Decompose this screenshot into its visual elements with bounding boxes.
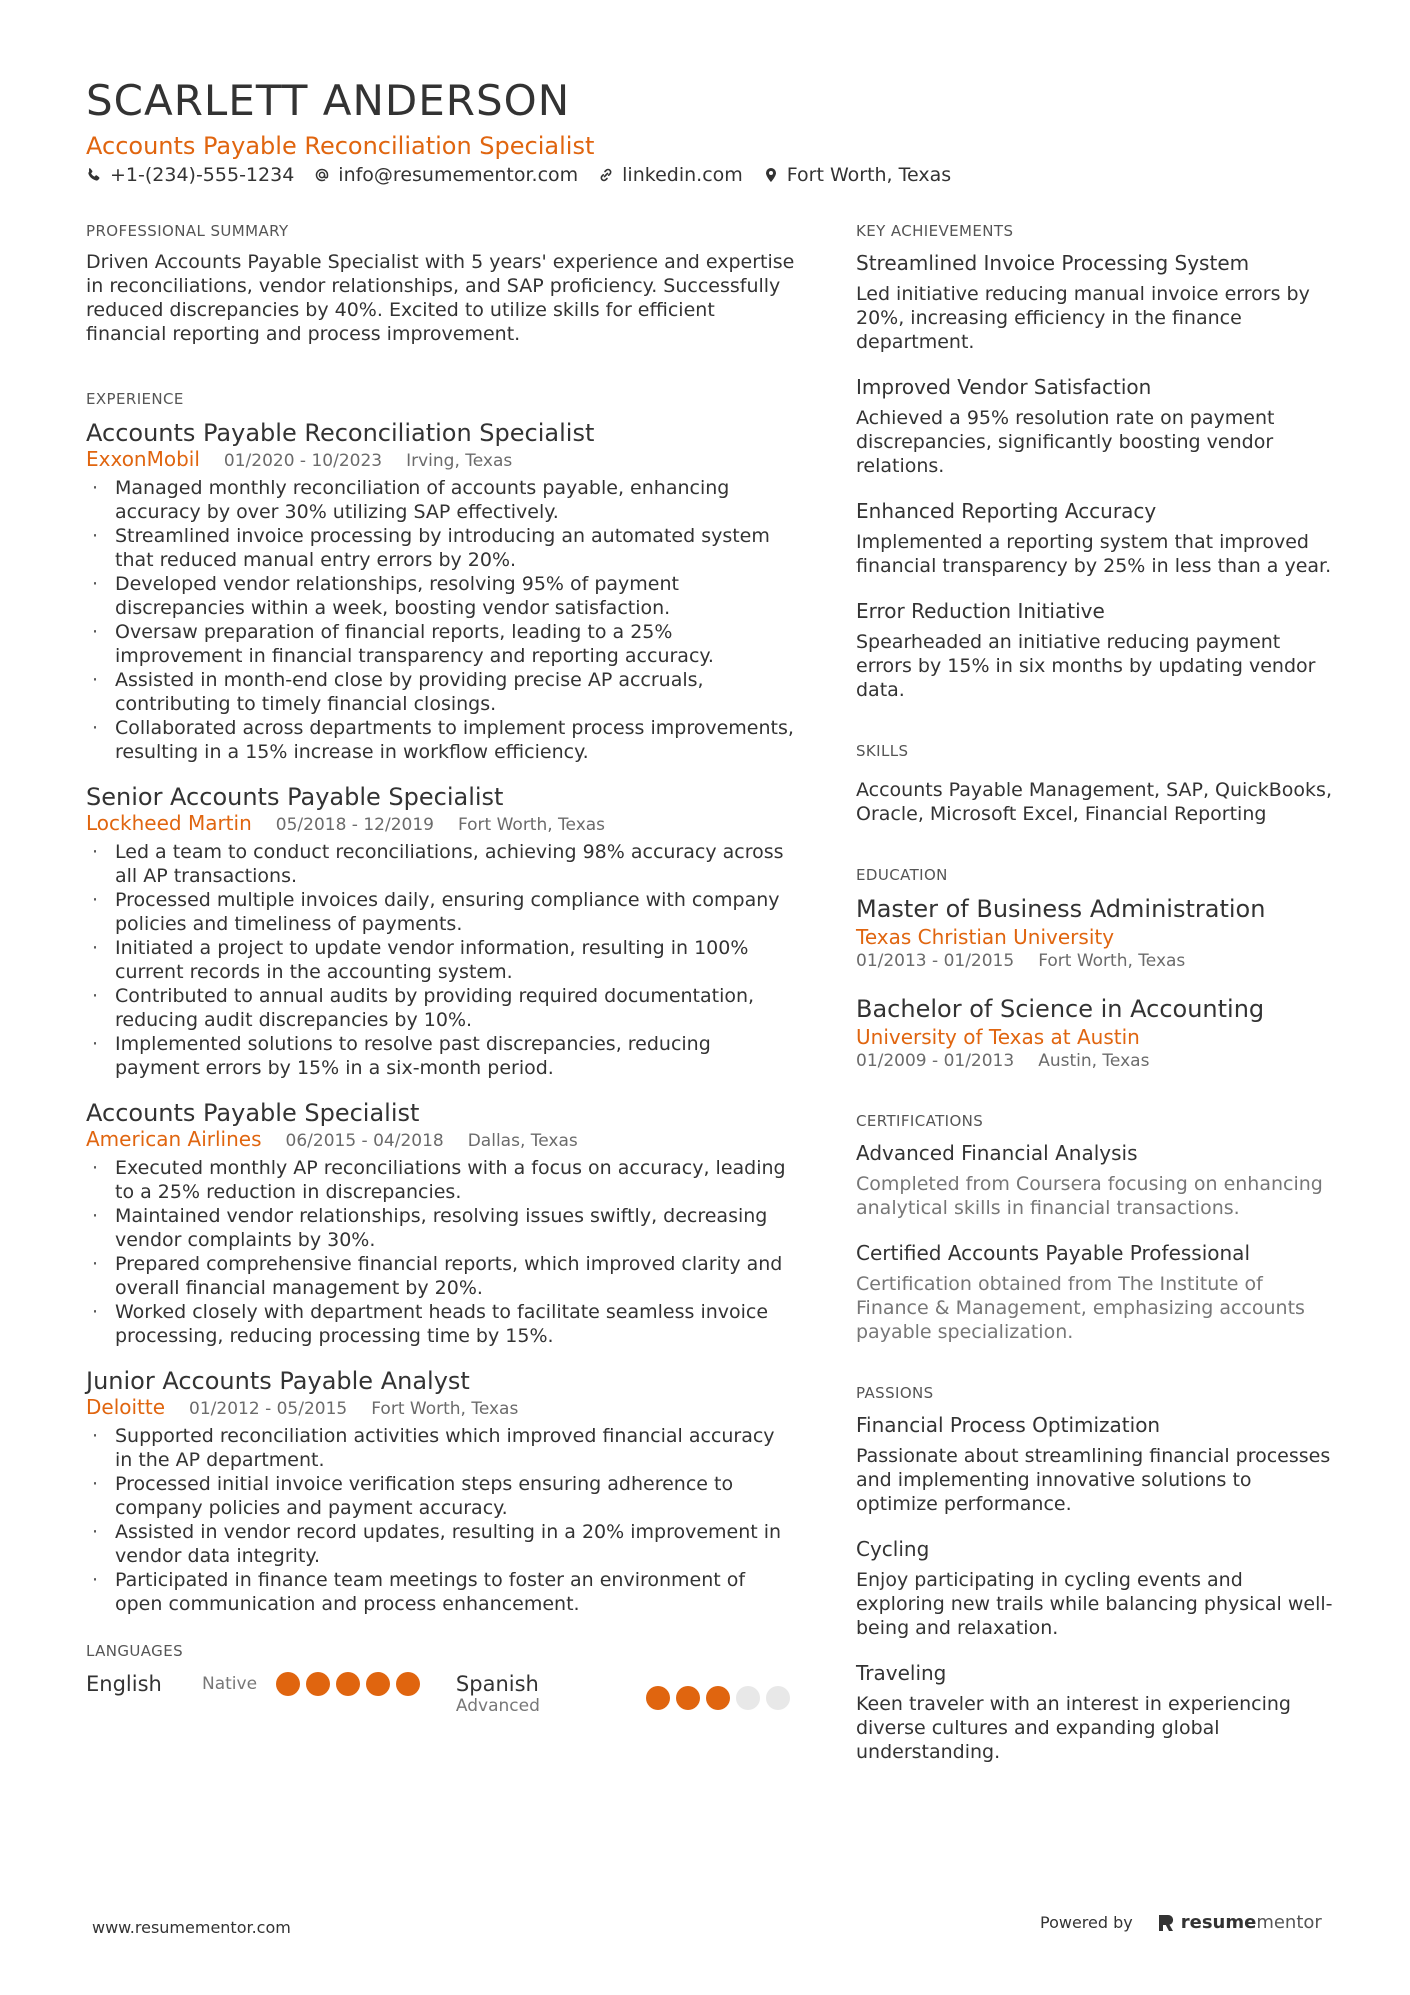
job-location: Irving, Texas	[406, 451, 513, 471]
passions-list	[856, 1412, 1336, 1764]
certification-desc: Completed from Coursera focusing on enhancing analytical skills in financial transactions.	[856, 1173, 1323, 1219]
achievement-title: Improved Vendor Satisfaction	[856, 375, 1152, 399]
rating-dot-filled	[676, 1686, 700, 1710]
education-degree: Master of Business Administration	[856, 895, 1266, 923]
achievement-item	[856, 374, 1336, 478]
job-entry	[86, 1098, 796, 1348]
job-bullets	[86, 1156, 796, 1348]
left-column	[86, 222, 796, 1716]
bullet-item: · Oversaw preparation of financial reports, leading to a 25% improvement in financial transparency and reporting accuracy.	[86, 620, 796, 668]
education-meta	[856, 950, 1336, 972]
footer-website[interactable]: www.resumementor.com	[92, 1918, 291, 1937]
passion-desc: Enjoy participating in cycling events and exploring new trails while balancing physical well-being and relaxation.	[856, 1569, 1333, 1639]
job-company: American Airlines	[86, 1127, 262, 1151]
passion-item	[856, 1660, 1336, 1764]
education-meta	[856, 1050, 1336, 1072]
language-level: Advanced	[455, 1696, 540, 1716]
job-dates: 06/2015 - 04/2018	[285, 1131, 444, 1151]
passion-desc: Keen traveler with an interest in experiencing diverse cultures and expanding global understanding.	[856, 1693, 1291, 1763]
language-item	[456, 1672, 796, 1716]
bullet-item: · Contributed to annual audits by providing required documentation, reducing audit discrepancies by 10%.	[86, 984, 796, 1032]
bullet-item: · Led a team to conduct reconciliations, achieving 98% accuracy across all AP transactions.	[86, 840, 796, 888]
job-bullets	[86, 840, 796, 1080]
language-rating	[646, 1686, 790, 1710]
certification-title: Certified Accounts Payable Professional	[856, 1241, 1250, 1265]
bullet-item: · Collaborated across departments to implement process improvements, resulting in a 15% increase in workflow efficiency.	[86, 716, 796, 764]
candidate-name: SCARLETT ANDERSON	[86, 76, 571, 125]
bullet-item: · Maintained vendor relationships, resolving issues swiftly, decreasing vendor complaints by 30%.	[86, 1204, 796, 1252]
language-name: English	[86, 1672, 162, 1696]
passion-desc: Passionate about streamlining financial processes and implementing innovative solutions to optimize performance.	[856, 1445, 1331, 1515]
bullet-item: · Participated in finance team meetings to foster an environment of open communication and process enhancement.	[86, 1568, 796, 1616]
certification-item	[856, 1240, 1336, 1344]
passion-title: Cycling	[856, 1537, 930, 1561]
contact-bar	[86, 164, 951, 186]
bullet-item: · Supported reconciliation activities which improved financial accuracy in the AP department.	[86, 1424, 796, 1472]
link-icon	[598, 167, 614, 183]
education-dates: 01/2013 - 01/2015	[856, 951, 1015, 971]
experience-heading: EXPERIENCE	[86, 390, 184, 408]
summary-text: Driven Accounts Payable Specialist with 5 years' experience and expertise in reconciliations, vendor relationships, and SAP proficiency. Successfully reduced discrepancies by 40%. Excited to utilize skills for efficient financial reporting and process improvement.	[86, 251, 795, 345]
achievement-title: Streamlined Invoice Processing System	[856, 251, 1250, 275]
footer-powered	[1040, 1912, 1322, 1933]
education-location: Fort Worth, Texas	[1038, 951, 1186, 971]
passion-item	[856, 1536, 1336, 1640]
certifications-section	[856, 1112, 1336, 1344]
job-company: ExxonMobil	[86, 447, 200, 471]
education-dates: 01/2009 - 01/2013	[856, 1051, 1015, 1071]
certification-item	[856, 1140, 1336, 1220]
rating-dot-filled	[646, 1686, 670, 1710]
bullet-item: · Developed vendor relationships, resolving 95% of payment discrepancies within a week, boosting vendor satisfaction.	[86, 572, 796, 620]
education-section	[856, 866, 1336, 1072]
bullet-item: · Managed monthly reconciliation of accounts payable, enhancing accuracy by over 30% utilizing SAP effectively.	[86, 476, 796, 524]
job-dates: 05/2018 - 12/2019	[275, 815, 434, 835]
rating-dot-filled	[396, 1672, 420, 1696]
contact-email-text: info@resumementor.com	[338, 164, 579, 186]
job-company: Lockheed Martin	[86, 811, 252, 835]
passion-title: Traveling	[856, 1661, 947, 1685]
job-meta	[86, 1128, 796, 1152]
job-meta	[86, 812, 796, 836]
education-item	[856, 894, 1336, 972]
education-school: Texas Christian University	[856, 925, 1115, 949]
summary-heading: PROFESSIONAL SUMMARY	[86, 222, 289, 240]
contact-email[interactable]	[314, 164, 578, 186]
language-item	[86, 1672, 456, 1696]
bullet-item: · Processed multiple invoices daily, ensuring compliance with company policies and timeliness of payments.	[86, 888, 796, 936]
achievement-desc: Led initiative reducing manual invoice errors by 20%, increasing efficiency in the finance department.	[856, 283, 1310, 353]
contact-linkedin[interactable]	[598, 164, 743, 186]
languages-heading: LANGUAGES	[86, 1642, 184, 1660]
skills-section	[856, 742, 1336, 826]
contact-linkedin-text: linkedin.com	[622, 164, 743, 186]
at-icon	[314, 167, 330, 183]
bullet-item: · Assisted in month-end close by providing precise AP accruals, contributing to timely financial closings.	[86, 668, 796, 716]
job-title: Senior Accounts Payable Specialist	[86, 783, 504, 811]
job-entry	[86, 418, 796, 764]
rating-dot-filled	[306, 1672, 330, 1696]
rating-dot-empty	[766, 1686, 790, 1710]
job-meta	[86, 1396, 796, 1420]
certifications-heading: CERTIFICATIONS	[856, 1112, 984, 1130]
job-title: Accounts Payable Specialist	[86, 1099, 420, 1127]
rating-dot-filled	[706, 1686, 730, 1710]
job-dates: 01/2020 - 10/2023	[223, 451, 383, 471]
powered-by-label: Powered by	[1040, 1913, 1133, 1932]
contact-location-text: Fort Worth, Texas	[786, 164, 952, 186]
experience-list	[86, 418, 796, 1616]
rating-dot-empty	[736, 1686, 760, 1710]
job-title: Accounts Payable Reconciliation Specialist	[86, 419, 595, 447]
education-item	[856, 994, 1336, 1072]
job-bullets	[86, 476, 796, 764]
resumementor-logo-icon	[1157, 1913, 1175, 1933]
achievement-desc: Spearheaded an initiative reducing payment errors by 15% in six months by updating vendor data.	[856, 631, 1316, 701]
job-company: Deloitte	[86, 1395, 166, 1419]
phone-icon	[86, 167, 102, 183]
skills-text: Accounts Payable Management, SAP, QuickBooks, Oracle, Microsoft Excel, Financial Reporting	[856, 779, 1332, 825]
language-name: Spanish	[455, 1672, 539, 1696]
brand-name-bold: resume	[1180, 1912, 1257, 1933]
right-column	[856, 222, 1336, 1804]
education-location: Austin, Texas	[1038, 1051, 1150, 1071]
brand-logo[interactable]	[1157, 1912, 1322, 1933]
bullet-item: · Processed initial invoice verification steps ensuring adherence to company policies and payment accuracy.	[86, 1472, 796, 1520]
achievement-title: Enhanced Reporting Accuracy	[856, 499, 1157, 523]
contact-location	[763, 164, 951, 186]
skills-heading: SKILLS	[856, 742, 909, 760]
language-level: Native	[202, 1674, 258, 1694]
bullet-item: · Implemented solutions to resolve past discrepancies, reducing payment errors by 15% in a six-month period.	[86, 1032, 796, 1080]
passions-section	[856, 1384, 1336, 1764]
rating-dot-filled	[336, 1672, 360, 1696]
education-school: University of Texas at Austin	[856, 1025, 1140, 1049]
rating-dot-filled	[276, 1672, 300, 1696]
job-title: Junior Accounts Payable Analyst	[86, 1367, 470, 1395]
summary-section	[86, 222, 796, 346]
certification-title: Advanced Financial Analysis	[856, 1141, 1138, 1165]
bullet-item: · Assisted in vendor record updates, resulting in a 20% improvement in vendor data integrity.	[86, 1520, 796, 1568]
passions-heading: PASSIONS	[856, 1384, 934, 1402]
contact-phone-text: +1-(234)-555-1234	[110, 164, 295, 186]
language-rating	[276, 1672, 420, 1696]
job-entry	[86, 1366, 796, 1616]
bullet-item: · Worked closely with department heads to facilitate seamless invoice processing, reducing processing time by 15%.	[86, 1300, 796, 1348]
certification-desc: Certification obtained from The Institute of Finance & Management, emphasizing accounts payable specialization.	[856, 1273, 1305, 1343]
brand-name-light: mentor	[1256, 1912, 1322, 1933]
education-list	[856, 894, 1336, 1072]
contact-phone[interactable]	[86, 164, 294, 186]
job-location: Dallas, Texas	[467, 1131, 578, 1151]
passion-title: Financial Process Optimization	[856, 1413, 1161, 1437]
achievement-item	[856, 598, 1336, 702]
achievements-heading: KEY ACHIEVEMENTS	[856, 222, 1014, 240]
job-location: Fort Worth, Texas	[371, 1399, 519, 1419]
education-heading: EDUCATION	[856, 866, 948, 884]
achievement-item	[856, 498, 1336, 578]
candidate-title: Accounts Payable Reconciliation Specialist	[86, 132, 595, 160]
achievement-item	[856, 250, 1336, 354]
achievements-section	[856, 222, 1336, 702]
job-location: Fort Worth, Texas	[457, 815, 606, 835]
achievement-desc: Achieved a 95% resolution rate on payment discrepancies, significantly boosting vendor relations.	[856, 407, 1275, 477]
bullet-item: · Initiated a project to update vendor information, resulting in 100% current records in the accounting system.	[86, 936, 796, 984]
bullet-item: · Streamlined invoice processing by introducing an automated system that reduced manual entry errors by 20%.	[86, 524, 796, 572]
achievement-title: Error Reduction Initiative	[856, 599, 1105, 623]
bullet-item: · Prepared comprehensive financial reports, which improved clarity and overall financial management by 20%.	[86, 1252, 796, 1300]
passion-item	[856, 1412, 1336, 1516]
job-dates: 01/2012 - 05/2015	[189, 1399, 348, 1419]
languages-row	[86, 1672, 796, 1716]
job-entry	[86, 782, 796, 1080]
bullet-item: · Executed monthly AP reconciliations with a focus on accuracy, leading to a 25% reduction in discrepancies.	[86, 1156, 796, 1204]
achievements-list	[856, 250, 1336, 702]
certifications-list	[856, 1140, 1336, 1344]
location-pin-icon	[763, 167, 779, 183]
job-meta	[86, 448, 796, 472]
achievement-desc: Implemented a reporting system that improved financial transparency by 25% in less than a year.	[856, 531, 1332, 577]
rating-dot-filled	[366, 1672, 390, 1696]
education-degree: Bachelor of Science in Accounting	[856, 995, 1265, 1023]
job-bullets	[86, 1424, 796, 1616]
